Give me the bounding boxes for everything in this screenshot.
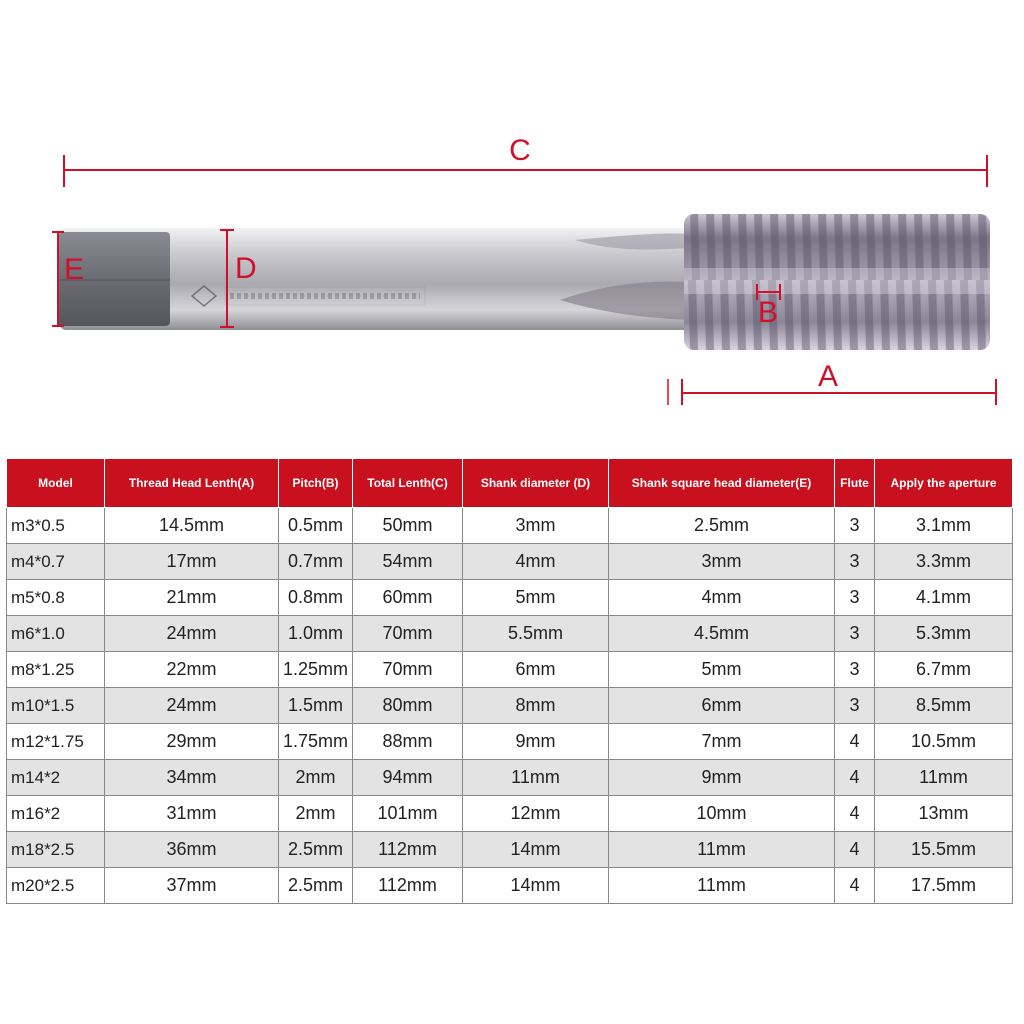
- cell-flute: 3: [835, 652, 875, 688]
- cell-model: m10*1.5: [7, 688, 105, 724]
- cell-flute: 3: [835, 616, 875, 652]
- spec-table: [6, 458, 1013, 904]
- cell-aperture: 6.7mm: [875, 652, 1013, 688]
- table-row: [7, 868, 1013, 904]
- cell-flute: 3: [835, 688, 875, 724]
- cell-pitch: 2.5mm: [279, 832, 353, 868]
- cell-total-length: 112mm: [353, 868, 463, 904]
- cell-flute: 4: [835, 832, 875, 868]
- cell-flute: 3: [835, 580, 875, 616]
- cell-square-head-diameter: 4.5mm: [609, 616, 835, 652]
- cell-total-length: 101mm: [353, 796, 463, 832]
- label-a: A: [817, 360, 839, 393]
- cell-square-head-diameter: 9mm: [609, 760, 835, 796]
- table-row: [7, 796, 1013, 832]
- tap-dimension-diagram: [0, 0, 1024, 440]
- cell-total-length: 112mm: [353, 832, 463, 868]
- cell-shank-diameter: 14mm: [463, 868, 609, 904]
- cell-shank-diameter: 4mm: [463, 544, 609, 580]
- cell-shank-diameter: 14mm: [463, 832, 609, 868]
- cell-thread-head-length: 31mm: [105, 796, 279, 832]
- cell-flute: 4: [835, 868, 875, 904]
- cell-pitch: 1.75mm: [279, 724, 353, 760]
- cell-model: m14*2: [7, 760, 105, 796]
- cell-model: m6*1.0: [7, 616, 105, 652]
- cell-square-head-diameter: 11mm: [609, 868, 835, 904]
- cell-square-head-diameter: 7mm: [609, 724, 835, 760]
- label-c: C: [509, 134, 531, 167]
- cell-aperture: 3.3mm: [875, 544, 1013, 580]
- table-row: [7, 724, 1013, 760]
- cell-square-head-diameter: 11mm: [609, 832, 835, 868]
- cell-total-length: 70mm: [353, 652, 463, 688]
- cell-aperture: 3.1mm: [875, 508, 1013, 544]
- cell-square-head-diameter: 4mm: [609, 580, 835, 616]
- table-row: [7, 688, 1013, 724]
- header-shank-diameter: Shank diameter (D): [463, 459, 609, 508]
- cell-flute: 4: [835, 724, 875, 760]
- header-aperture: Apply the aperture: [875, 459, 1013, 508]
- header-pitch: Pitch(B): [279, 459, 353, 508]
- cell-square-head-diameter: 5mm: [609, 652, 835, 688]
- cell-aperture: 8.5mm: [875, 688, 1013, 724]
- cell-pitch: 1.5mm: [279, 688, 353, 724]
- cell-thread-head-length: 24mm: [105, 688, 279, 724]
- cell-thread-head-length: 21mm: [105, 580, 279, 616]
- cell-pitch: 0.5mm: [279, 508, 353, 544]
- header-model: Model: [7, 459, 105, 508]
- table-row: [7, 760, 1013, 796]
- cell-model: m8*1.25: [7, 652, 105, 688]
- header-thread-head-length: Thread Head Lenth(A): [105, 459, 279, 508]
- dimension-c: [64, 134, 987, 187]
- label-d: D: [235, 252, 257, 285]
- cell-model: m12*1.75: [7, 724, 105, 760]
- cell-model: m4*0.7: [7, 544, 105, 580]
- cell-model: m16*2: [7, 796, 105, 832]
- cell-square-head-diameter: 6mm: [609, 688, 835, 724]
- table-row: [7, 832, 1013, 868]
- cell-total-length: 54mm: [353, 544, 463, 580]
- cell-flute: 4: [835, 796, 875, 832]
- cell-thread-head-length: 24mm: [105, 616, 279, 652]
- cell-flute: 4: [835, 760, 875, 796]
- cell-aperture: 10.5mm: [875, 724, 1013, 760]
- cell-model: m3*0.5: [7, 508, 105, 544]
- cell-square-head-diameter: 2.5mm: [609, 508, 835, 544]
- table-row: [7, 580, 1013, 616]
- cell-model: m18*2.5: [7, 832, 105, 868]
- cell-shank-diameter: 5mm: [463, 580, 609, 616]
- cell-pitch: 0.7mm: [279, 544, 353, 580]
- dimension-a: [668, 360, 996, 405]
- cell-shank-diameter: 11mm: [463, 760, 609, 796]
- cell-flute: 3: [835, 544, 875, 580]
- cell-thread-head-length: 37mm: [105, 868, 279, 904]
- cell-pitch: 1.25mm: [279, 652, 353, 688]
- cell-shank-diameter: 8mm: [463, 688, 609, 724]
- cell-pitch: 2.5mm: [279, 868, 353, 904]
- cell-total-length: 60mm: [353, 580, 463, 616]
- cell-pitch: 1.0mm: [279, 616, 353, 652]
- cell-shank-diameter: 9mm: [463, 724, 609, 760]
- cell-aperture: 11mm: [875, 760, 1013, 796]
- cell-shank-diameter: 6mm: [463, 652, 609, 688]
- header-total-length: Total Lenth(C): [353, 459, 463, 508]
- cell-pitch: 2mm: [279, 796, 353, 832]
- cell-shank-diameter: 12mm: [463, 796, 609, 832]
- cell-square-head-diameter: 3mm: [609, 544, 835, 580]
- table-header-row: [7, 459, 1013, 508]
- label-b: B: [758, 296, 779, 329]
- cell-total-length: 50mm: [353, 508, 463, 544]
- cell-total-length: 94mm: [353, 760, 463, 796]
- tap-illustration: [58, 214, 990, 350]
- cell-aperture: 17.5mm: [875, 868, 1013, 904]
- cell-square-head-diameter: 10mm: [609, 796, 835, 832]
- cell-flute: 3: [835, 508, 875, 544]
- cell-thread-head-length: 14.5mm: [105, 508, 279, 544]
- table-row: [7, 616, 1013, 652]
- cell-aperture: 13mm: [875, 796, 1013, 832]
- cell-pitch: 2mm: [279, 760, 353, 796]
- cell-shank-diameter: 3mm: [463, 508, 609, 544]
- cell-aperture: 4.1mm: [875, 580, 1013, 616]
- cell-total-length: 88mm: [353, 724, 463, 760]
- cell-thread-head-length: 34mm: [105, 760, 279, 796]
- cell-aperture: 15.5mm: [875, 832, 1013, 868]
- cell-total-length: 70mm: [353, 616, 463, 652]
- cell-aperture: 5.3mm: [875, 616, 1013, 652]
- cell-thread-head-length: 17mm: [105, 544, 279, 580]
- cell-thread-head-length: 22mm: [105, 652, 279, 688]
- cell-thread-head-length: 29mm: [105, 724, 279, 760]
- cell-pitch: 0.8mm: [279, 580, 353, 616]
- table-row: [7, 544, 1013, 580]
- cell-model: m5*0.8: [7, 580, 105, 616]
- table-row: [7, 652, 1013, 688]
- header-flute: Flute: [835, 459, 875, 508]
- header-square-head-diameter: Shank square head diameter(E): [609, 459, 835, 508]
- label-e: E: [64, 253, 85, 286]
- cell-total-length: 80mm: [353, 688, 463, 724]
- cell-thread-head-length: 36mm: [105, 832, 279, 868]
- cell-shank-diameter: 5.5mm: [463, 616, 609, 652]
- table-row: [7, 508, 1013, 544]
- cell-model: m20*2.5: [7, 868, 105, 904]
